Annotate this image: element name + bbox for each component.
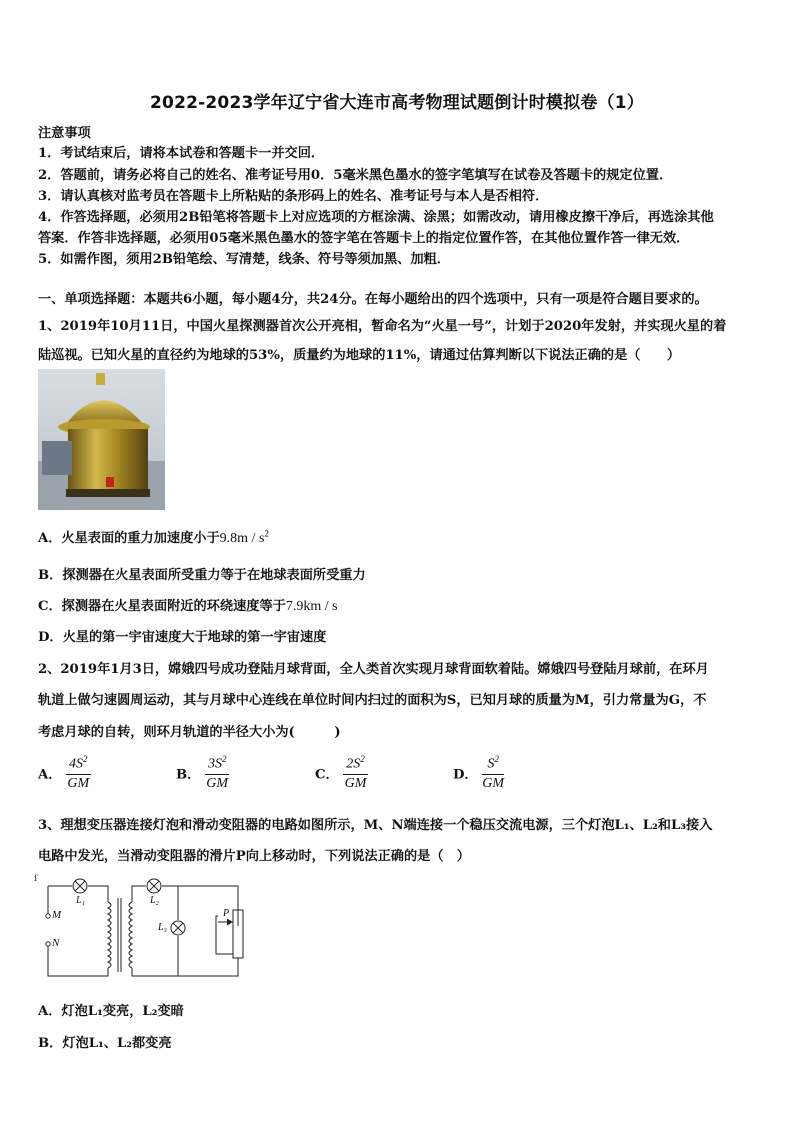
probe-photo <box>38 369 165 510</box>
circuit-diagram <box>34 872 258 982</box>
q2-option-b <box>176 754 229 792</box>
notice-item: 1．考试结束后，请将本试卷和答题卡一并交回． <box>38 146 325 161</box>
q2-option-c <box>315 754 368 792</box>
lamp-l2 <box>147 879 161 893</box>
transformer-core <box>118 898 121 972</box>
notice-item: 5．如需作图，须用2B铅笔绘、写清楚，线条、符号等须加黑、加粗． <box>38 252 450 267</box>
corner-mark: ſ <box>34 874 37 883</box>
option-label: D． <box>453 767 478 783</box>
q1-option-a-sup: 2 <box>264 528 269 539</box>
wire <box>132 886 146 902</box>
fraction-denominator: GM <box>344 775 367 791</box>
q1-option-d: D．火星的第一宇宙速度大于地球的第一宇宙速度 <box>38 630 327 645</box>
q1-option-c <box>38 595 338 615</box>
notice-item: 2．答题前，请务必将自己的姓名、准考证号用0．5毫米黑色墨水的签字笔填写在试卷及答题卡的规定位置． <box>38 168 673 183</box>
question-1-stem: 1、2019年10月11日，中国火星探测器首次公开亮相，暂命名为“火星一号”，计划于2020年发射，并实现火星的着 <box>38 319 727 334</box>
slider-arrow <box>227 919 232 925</box>
mars-probe-image <box>38 369 165 510</box>
question-2-stem: 2、2019年1月3日，嫦娥四号成功登陆月球背面，全人类首次实现月球背面软着陆。嫦娥四号登陆月球前，在环月 <box>38 662 709 677</box>
label-l2: L₂ <box>150 895 160 906</box>
page-title: 2022-2023学年辽宁省大连市高考物理试题倒计时模拟卷（1） <box>150 93 644 113</box>
q2-option-a <box>38 754 91 792</box>
notice-item: 答案．作答非选择题，必须用05毫米黑色墨水的签字笔在答题卡上的指定位置作答，在其他位置作答一律无效． <box>38 231 690 246</box>
wire <box>48 946 108 976</box>
label-m: M <box>52 909 62 921</box>
option-label: B． <box>176 767 201 783</box>
fraction-denominator: GM <box>482 775 504 791</box>
lamp-l1 <box>73 879 87 893</box>
wire <box>162 886 238 926</box>
fraction-denominator: GM <box>206 775 229 791</box>
lamp-l3 <box>171 921 185 935</box>
fraction-numerator: 4S <box>69 756 84 772</box>
notice-heading: 注意事项 <box>38 126 91 141</box>
label-p: P <box>223 908 230 919</box>
fraction-sup: 2 <box>360 754 365 764</box>
wire <box>88 886 108 902</box>
question-1-stem: 陆巡视。已知火星的直径约为地球的53%，质量约为地球的11%，请通过估算判断以下说法正确的是（ ） <box>38 348 681 363</box>
q1-option-c-text: C．探测器在火星表面附近的环绕速度等于 <box>38 599 286 614</box>
option-label: A． <box>38 767 62 783</box>
fraction-sup: 2 <box>83 754 88 764</box>
q1-option-a <box>38 527 269 547</box>
q1-option-c-math: 7.9km / s <box>285 599 338 614</box>
fraction-numerator: 3S <box>207 756 222 772</box>
wire <box>132 958 238 976</box>
terminal-n <box>46 942 50 946</box>
primary-coil <box>108 902 111 968</box>
option-label: C． <box>315 767 339 783</box>
question-3-stem: 3、理想变压器连接灯泡和滑动变阻器的电路如图所示，M、N端连接一个稳压交流电源，三个灯泡L₁、L₂和L₃接入 <box>38 818 713 833</box>
label-n: N <box>52 937 60 949</box>
secondary-coil <box>129 902 132 968</box>
question-2-stem: 考虑月球的自转，则环月轨道的半径大小为( ) <box>38 725 341 740</box>
q1-option-a-text: A．火星表面的重力加速度小于 <box>38 531 220 546</box>
question-2-stem: 轨道上做匀速圆周运动，其与月球中心连线在单位时间内扫过的面积为S，已知月球的质量为M，引力常量为G，不 <box>38 693 707 708</box>
fraction-sup: 2 <box>494 754 499 764</box>
label-l1: L₁ <box>76 895 86 906</box>
terminal-m <box>46 914 50 918</box>
q3-option-b: B．灯泡L₁、L₂都变亮 <box>38 1036 172 1051</box>
section-heading: 一、单项选择题：本题共6小题，每小题4分，共24分。在每小题给出的四个选项中，只有一项是符合题目要求的。 <box>38 292 708 307</box>
question-3-stem: 电路中发光，当滑动变阻器的滑片P向上移动时，下列说法正确的是（ ） <box>38 849 470 864</box>
fraction-denominator: GM <box>67 775 90 791</box>
q1-option-b: B．探测器在火星表面所受重力等于在地球表面所受重力 <box>38 568 366 583</box>
q3-option-a: A．灯泡L₁变亮，L₂变暗 <box>38 1004 184 1019</box>
fraction-sup: 2 <box>221 754 227 764</box>
q1-option-a-math: 9.8m / s <box>219 531 265 546</box>
fraction-numerator: 2S <box>346 756 361 772</box>
label-l3: L₃ <box>158 922 168 933</box>
notice-item: 4．作答选择题，必须用2B铅笔将答题卡上对应选项的方框涂满、涂黑；如需改动，请用橡皮擦干净后，再选涂其他 <box>38 210 714 225</box>
fraction-numerator: S <box>487 756 495 772</box>
q2-option-d <box>453 754 504 792</box>
notice-item: 3．请认真核对监考员在答题卡上所粘贴的条形码上的姓名、准考证号与本人是否相符． <box>38 189 549 204</box>
